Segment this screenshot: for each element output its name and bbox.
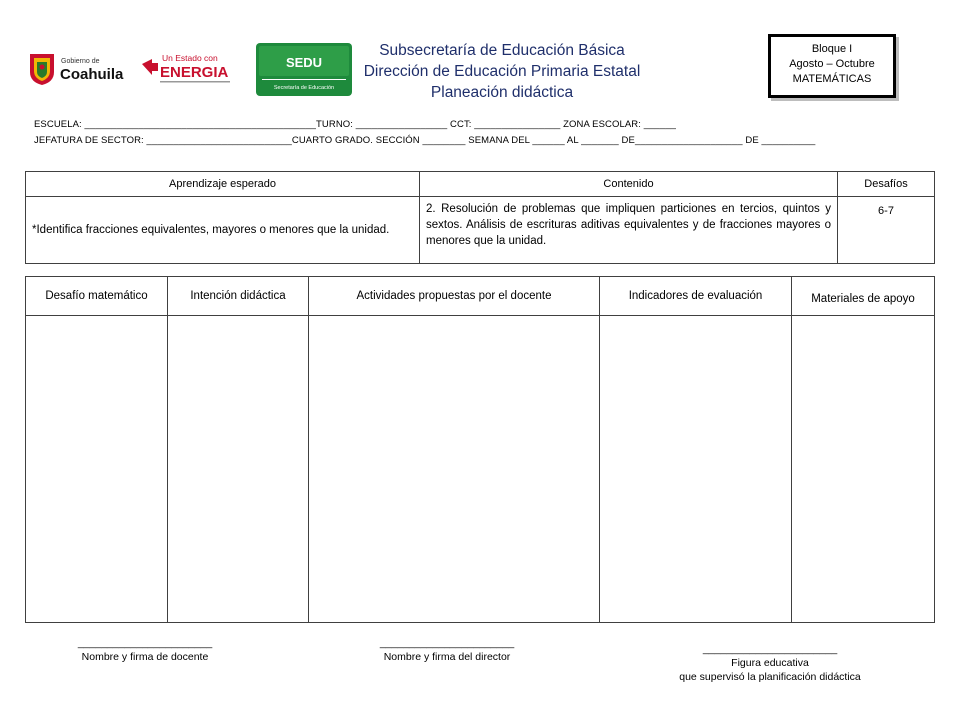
sedu-big-text: SEDU bbox=[285, 55, 323, 70]
signature-figura-label-2: que supervisó la planificación didáctica bbox=[679, 671, 861, 683]
sedu-small-text: Secretaría de Educación bbox=[273, 85, 335, 91]
header-titles bbox=[352, 40, 652, 103]
bloque-subject: MATEMÁTICAS bbox=[792, 73, 872, 85]
title-subsecretaria: Subsecretaría de Educación Básica bbox=[379, 42, 625, 59]
cell-contenido: 2. Resolución de problemas que impliquen particiones en tercios, quintos y sextos. Análisis de escrituras aditivas equivalentes y de fracciones mayores o menores que la unidad. bbox=[420, 197, 838, 264]
sedu-logo bbox=[256, 43, 352, 96]
form-fields bbox=[34, 117, 934, 149]
bloque-label: Bloque I bbox=[811, 43, 853, 55]
planning-table bbox=[25, 276, 935, 623]
header-aprendizaje: Aprendizaje esperado bbox=[26, 172, 420, 197]
bloque-box bbox=[768, 34, 896, 98]
learning-table-row bbox=[26, 197, 935, 264]
fields-row-jefatura[interactable]: JEFATURA DE SECTOR: ___________________________CUARTO GRADO. SECCIÓN ________ SEMANA DEL ______ AL _______ DE____________________ DE __________ bbox=[34, 135, 816, 146]
cell-materiales[interactable] bbox=[792, 316, 935, 623]
cell-desafio-matematico[interactable] bbox=[26, 316, 168, 623]
header-actividades: Actividades propuestas por el docente bbox=[309, 277, 600, 316]
coahuila-big-text: Coahuila bbox=[60, 66, 124, 83]
fields-row-escuela[interactable]: ESCUELA: ___________________________________________TURNO: _________________ CCT: ________________ ZONA ESCOLAR: ______ bbox=[34, 119, 677, 130]
header-desafio-matematico: Desafío matemático bbox=[26, 277, 168, 316]
energia-arrow-icon bbox=[142, 59, 158, 75]
signature-line: _______________________ bbox=[702, 643, 838, 655]
signature-director-label: Nombre y firma del director bbox=[383, 651, 511, 663]
signature-figura bbox=[660, 642, 880, 684]
signature-director bbox=[362, 636, 532, 664]
energia-top-text: Un Estado con bbox=[162, 53, 218, 63]
cell-desafios: 6-7 bbox=[838, 197, 935, 264]
signature-line: _______________________ bbox=[77, 637, 213, 649]
signature-docente-label: Nombre y firma de docente bbox=[81, 651, 209, 663]
header-contenido: Contenido bbox=[420, 172, 838, 197]
header-intencion-didactica: Intención didáctica bbox=[168, 277, 309, 316]
learning-table-header bbox=[26, 172, 935, 197]
header-indicadores: Indicadores de evaluación bbox=[600, 277, 792, 316]
header-materiales: Materiales de apoyo bbox=[792, 277, 935, 316]
planning-table-header bbox=[26, 277, 935, 316]
coahuila-shield-icon bbox=[30, 54, 54, 85]
header-desafios: Desafíos bbox=[838, 172, 935, 197]
bloque-period: Agosto – Octubre bbox=[789, 58, 875, 70]
title-direccion: Dirección de Educación Primaria Estatal bbox=[363, 63, 641, 80]
signature-docente bbox=[60, 636, 230, 664]
cell-intencion-didactica[interactable] bbox=[168, 316, 309, 623]
signature-figura-label-1: Figura educativa bbox=[731, 657, 809, 669]
cell-aprendizaje: *Identifica fracciones equivalentes, mayores o menores que la unidad. bbox=[26, 197, 420, 264]
energia-big-text: ENERGIA bbox=[160, 64, 229, 81]
coahuila-logo bbox=[28, 50, 133, 86]
cell-indicadores[interactable] bbox=[600, 316, 792, 623]
coahuila-small-text: Gobierno de bbox=[61, 58, 100, 65]
energia-logo bbox=[140, 50, 240, 86]
cell-actividades[interactable] bbox=[309, 316, 600, 623]
signature-line: _______________________ bbox=[379, 637, 515, 649]
title-planeacion: Planeación didáctica bbox=[430, 84, 574, 101]
planning-table-row bbox=[26, 316, 935, 623]
learning-table bbox=[25, 171, 935, 264]
